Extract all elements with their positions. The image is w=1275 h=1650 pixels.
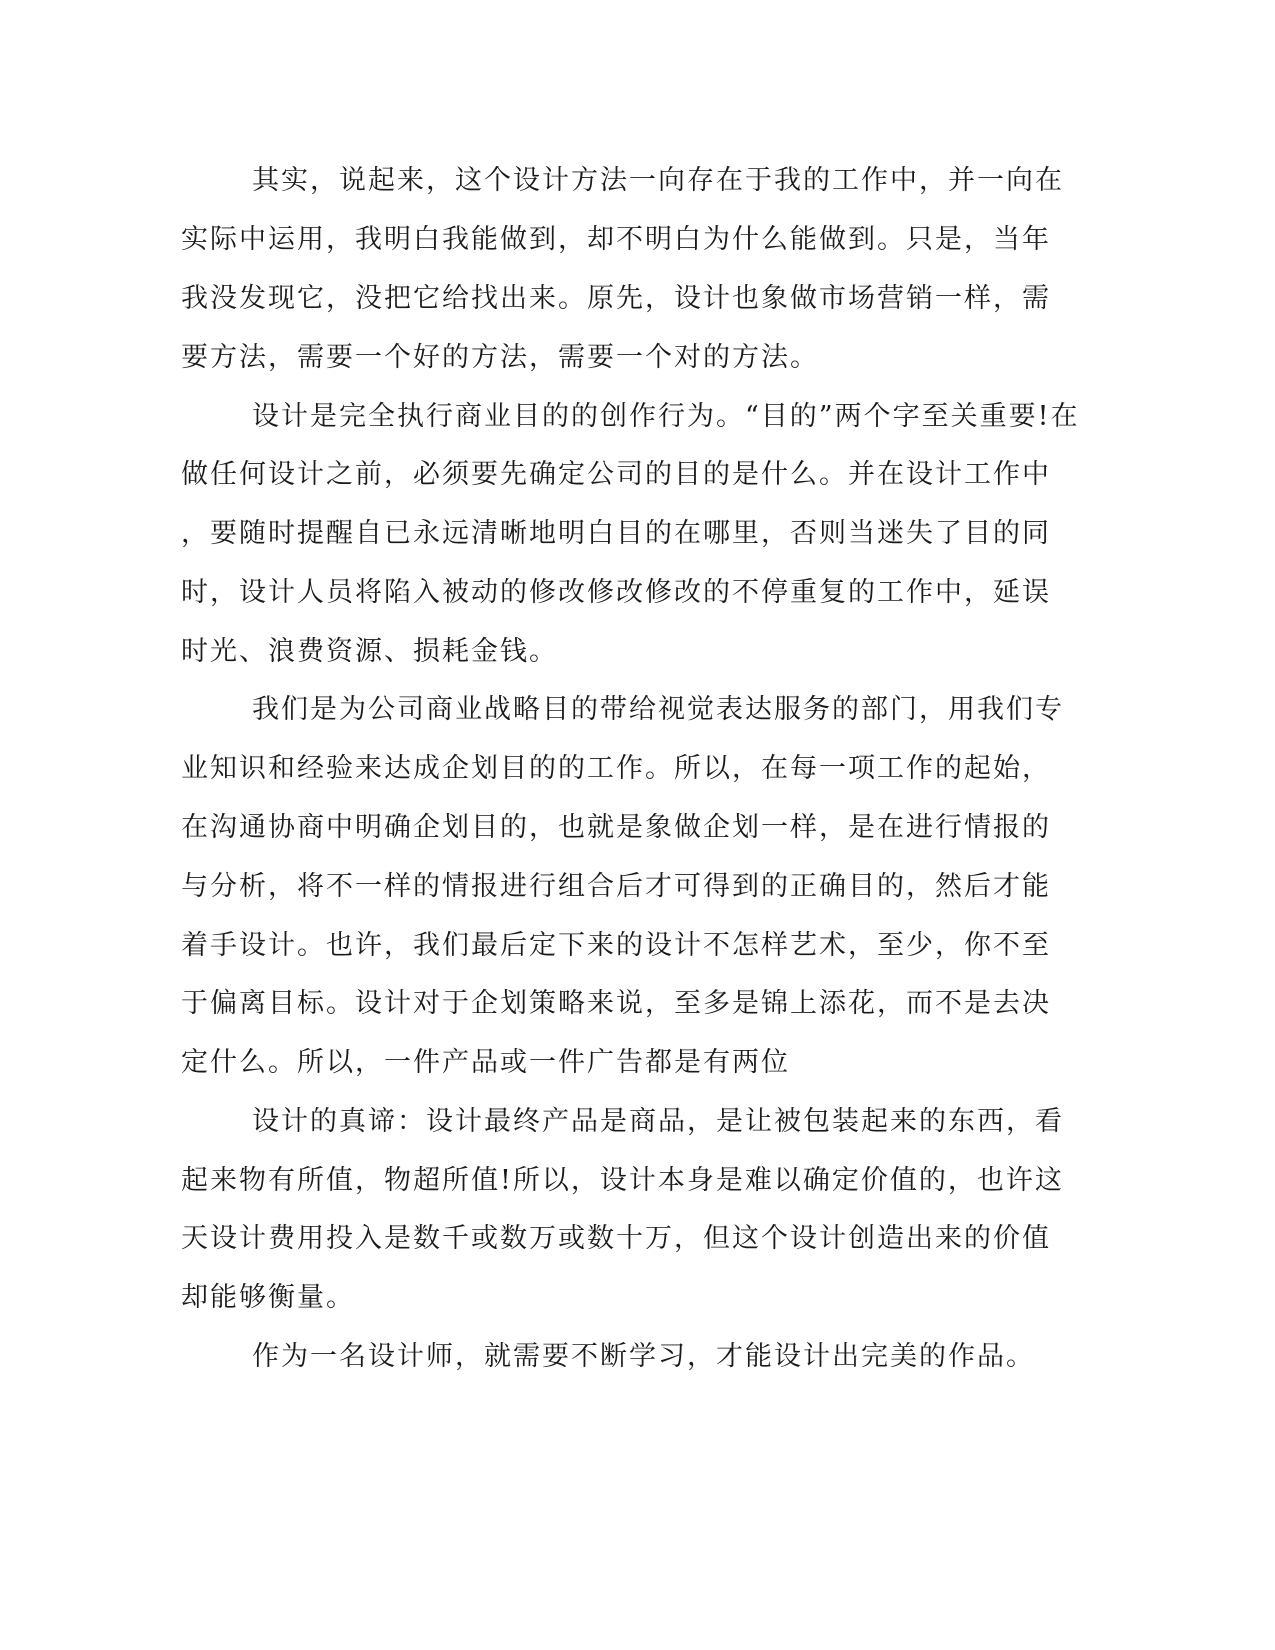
paragraph-3-line-3: 在沟通协商中明确企划目的，也就是象做企划一样，是在进行情报的	[181, 812, 1051, 843]
paragraph-3-line-2: 业知识和经验来达成企划目的的工作。所以，在每一项工作的起始，	[181, 753, 1051, 784]
paragraph-2-line-4: 时，设计人员将陷入被动的修改修改修改的不停重复的工作中，延误	[181, 577, 1051, 608]
paragraph-1-line-4: 要方法，需要一个好的方法，需要一个对的方法。	[181, 342, 819, 373]
paragraph-2-line-1: 设计是完全执行商业目的的创作行为。“目的”两个字至关重要!在	[252, 401, 1080, 432]
paragraph-4-line-1: 设计的真谛：设计最终产品是商品，是让被包装起来的东西，看	[252, 1106, 1064, 1137]
paragraph-4-line-3: 天设计费用投入是数千或数万或数十万，但这个设计创造出来的价值	[181, 1223, 1051, 1254]
paragraph-4-line-4: 却能够衡量。	[181, 1282, 355, 1313]
paragraph-5-line-1: 作为一名设计师，就需要不断学习，才能设计出完美的作品。	[252, 1341, 1035, 1372]
paragraph-2-line-3: ，要随时提醒自已永远清晰地明白目的在哪里，否则当迷失了目的同	[181, 518, 1051, 549]
paragraph-3-line-4: 与分析，将不一样的情报进行组合后才可得到的正确目的，然后才能	[181, 871, 1051, 902]
paragraph-2-line-5: 时光、浪费资源、损耗金钱。	[181, 636, 558, 667]
paragraph-1-line-2: 实际中运用，我明白我能做到，却不明白为什么能做到。只是，当年	[181, 224, 1051, 255]
paragraph-3-line-1: 我们是为公司商业战略目的带给视觉表达服务的部门，用我们专	[252, 694, 1064, 725]
paragraph-3-line-5: 着手设计。也许，我们最后定下来的设计不怎样艺术，至少，你不至	[181, 930, 1051, 961]
paragraph-2-line-2: 做任何设计之前，必须要先确定公司的目的是什么。并在设计工作中	[181, 459, 1051, 490]
paragraph-1-line-1: 其实，说起来，这个设计方法一向存在于我的工作中，并一向在	[252, 165, 1064, 196]
paragraph-3-line-6: 于偏离目标。设计对于企划策略来说，至多是锦上添花，而不是去决	[181, 988, 1051, 1019]
paragraph-4-line-2: 起来物有所值，物超所值!所以，设计本身是难以确定价值的，也许这	[181, 1165, 1064, 1196]
paragraph-3-line-7: 定什么。所以，一件产品或一件广告都是有两位	[181, 1047, 790, 1078]
paragraph-1-line-3: 我没发现它，没把它给找出来。原先，设计也象做市场营销一样，需	[181, 283, 1051, 314]
